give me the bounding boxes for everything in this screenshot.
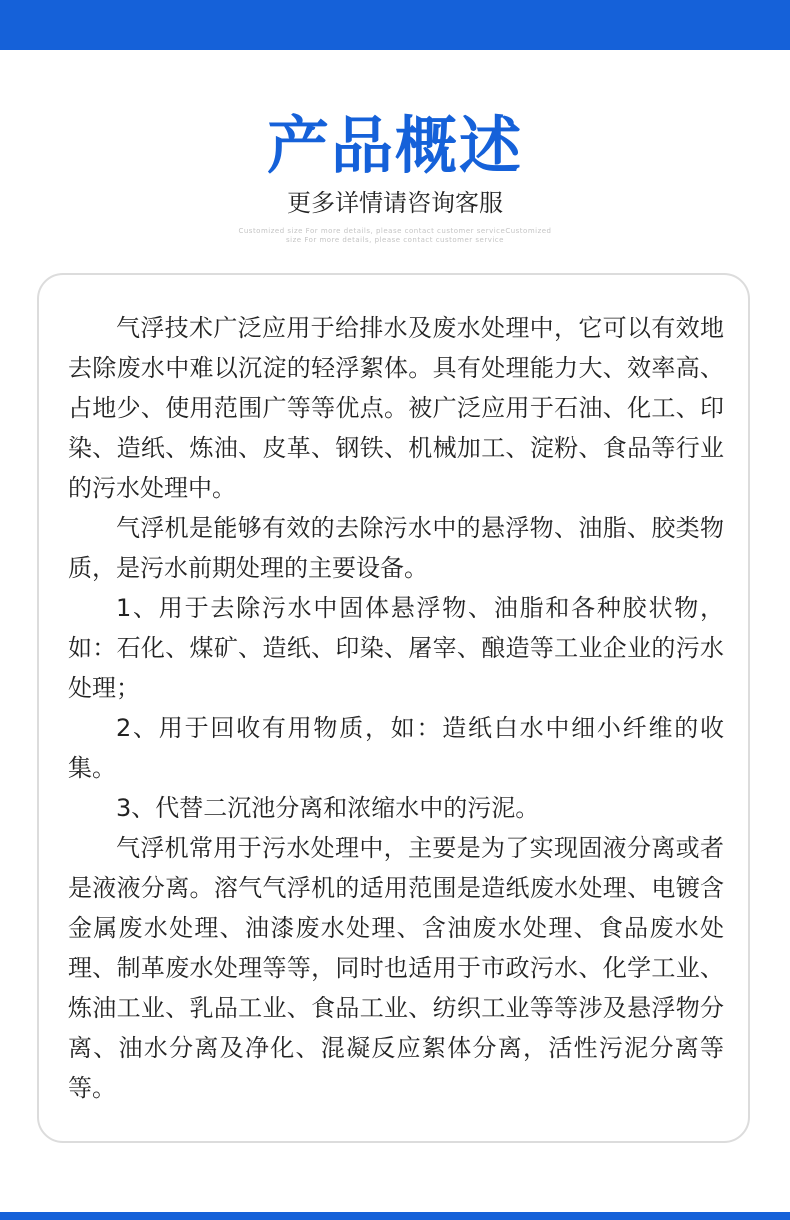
bottom-banner-bar (0, 1212, 790, 1220)
page-subtitle: 更多详情请咨询客服 (287, 189, 503, 217)
paragraph-intro: 气浮技术广泛应用于给排水及废水处理中，它可以有效地去除废水中难以沉淀的轻浮絮体。具有处理能力大、效率高、占地少、使用范围广等等优点。被广泛应用于石油、化工、印染、造纸、炼油、皮革、钢铁、机械加工、淀粉、食品等行业的污水处理中。 (68, 314, 724, 502)
paragraph-equipment: 气浮机是能够有效的去除污水中的悬浮物、油脂、胶类物质，是污水前期处理的主要设备。 (68, 514, 724, 582)
page-title: 产品概述 (266, 109, 523, 182)
paragraph-use-1: 1、用于去除污水中固体悬浮物、油脂和各种胶状物，如：石化、煤矿、造纸、印染、屠宰、酿造等工业企业的污水处理； (68, 594, 724, 702)
top-banner-bar (0, 0, 790, 50)
paragraph-use-3: 3、代替二沉池分离和浓缩水中的污泥。 (116, 794, 540, 822)
paragraph-use-2: 2、用于回收有用物质，如：造纸白水中细小纤维的收集。 (68, 714, 724, 782)
english-note: Customized size For more details, please contact customer serviceCustomized size For more details, please contact customer service (238, 227, 552, 244)
paragraph-scope: 气浮机常用于污水处理中，主要是为了实现固液分离或者是液液分离。溶气气浮机的适用范围是造纸废水处理、电镀含金属废水处理、油漆废水处理、含油废水处理、食品废水处理、制革废水处理等等，同时也适用于市政污水、化学工业、炼油工业、乳品工业、食品工业、纺织工业等等涉及悬浮物分离、油水分离及净化、混凝反应絮体分离，活性污泥分离等等。 (68, 834, 724, 1102)
product-description (68, 308, 724, 1108)
